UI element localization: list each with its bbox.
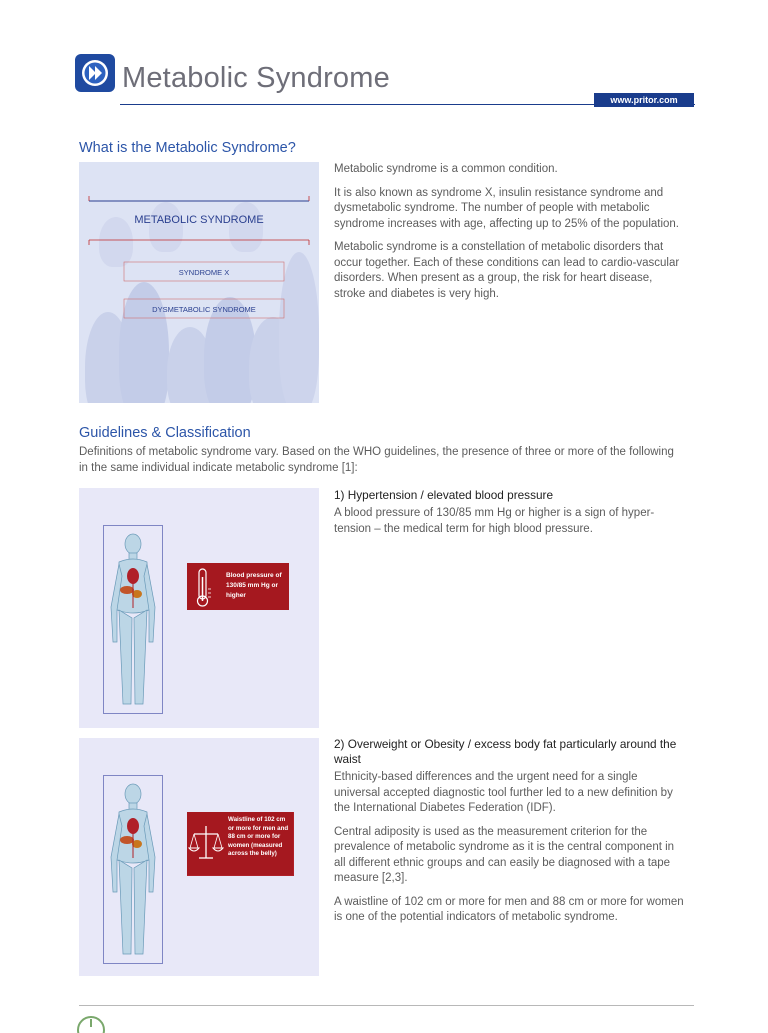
label-guides xyxy=(79,162,319,403)
blood-pressure-info: Blood pressure of 130/85 mm Hg or higher xyxy=(226,572,282,599)
hypertension-illustration xyxy=(79,488,319,728)
intro-paragraph: It is also known as syndrome X, insulin resistance syndrome and dysmetabolic syndrome. The number of people with metabolic syndrome increases with age, affecting up to 25% of the population. xyxy=(334,186,680,230)
thermometer-icon xyxy=(187,563,219,610)
intro-text xyxy=(334,162,684,310)
obesity-illustration xyxy=(79,738,319,976)
criterion-paragraph: A waistline of 102 cm or more for men and 88 cm or more for women is one of the potential indicators of metabolic syndrome. xyxy=(334,895,684,923)
human-body-icon xyxy=(105,532,161,710)
intro-paragraph: Metabolic syndrome is a constellation of metabolic disorders that occur together. Each of these conditions can lead to cardio-vascular disorders. When present as a group, the risk for heart disease, stroke and diabetes is very high. xyxy=(334,241,680,300)
criterion-paragraph: A blood pressure of 130/85 mm Hg or higher is a sign of hyper-tension – the medical term for high blood pressure. xyxy=(334,507,655,535)
footer-divider xyxy=(79,1005,694,1006)
guidelines-heading: Guidelines & Classification xyxy=(79,425,251,441)
criterion-paragraph: Central adiposity is used as the measurement criterion for the prevalence of metabolic syndrome as it is the central component in all different ethnic groups and can easily be diagnosed with a tape measure [2,3]. xyxy=(334,825,675,884)
criterion-2-heading: 2) Overweight or Obesity / excess body fat particularly around the waist xyxy=(334,737,677,766)
page-title: Metabolic Syndrome xyxy=(122,62,390,94)
dysmetabolic-syndrome-label: DYSMETABOLIC SYNDROME xyxy=(152,305,256,314)
criterion-1-heading: 1) Hypertension / elevated blood pressure xyxy=(334,488,554,502)
syndrome-x-label: SYNDROME X xyxy=(178,268,230,277)
criterion-paragraph: Ethnicity-based differences and the urgent need for a single universal accepted diagnostic tool further led to a new definition by the International Diabetes Federation (IDF). xyxy=(334,771,673,814)
scale-icon-box xyxy=(187,812,225,875)
website-link[interactable]: www.pritor.com xyxy=(594,93,694,107)
criterion-2-text xyxy=(334,770,684,934)
metabolic-syndrome-label: METABOLIC SYNDROME xyxy=(134,214,264,226)
pritor-logo xyxy=(74,53,116,93)
blood-pressure-icon-box xyxy=(187,563,219,610)
intro-heading: What is the Metabolic Syndrome? xyxy=(79,140,296,156)
intro-paragraph: Metabolic syndrome is a common condition. xyxy=(334,163,558,175)
scale-icon xyxy=(187,812,225,875)
footer-logo-icon xyxy=(74,1013,108,1033)
blood-pressure-info-box xyxy=(219,563,289,610)
human-body-icon xyxy=(105,782,161,960)
guidelines-intro: Definitions of metabolic syndrome vary. Based on the WHO guidelines, the presence of three or more of the following in the same individual indicate metabolic syndrome [1]: xyxy=(79,446,674,474)
waistline-info-box xyxy=(225,812,293,875)
intro-illustration xyxy=(79,162,319,403)
criterion-1-text xyxy=(334,506,684,545)
waistline-info: Waistline of 102 cm or more for men and 88 cm or more for women (measured across the belly) xyxy=(228,816,289,857)
